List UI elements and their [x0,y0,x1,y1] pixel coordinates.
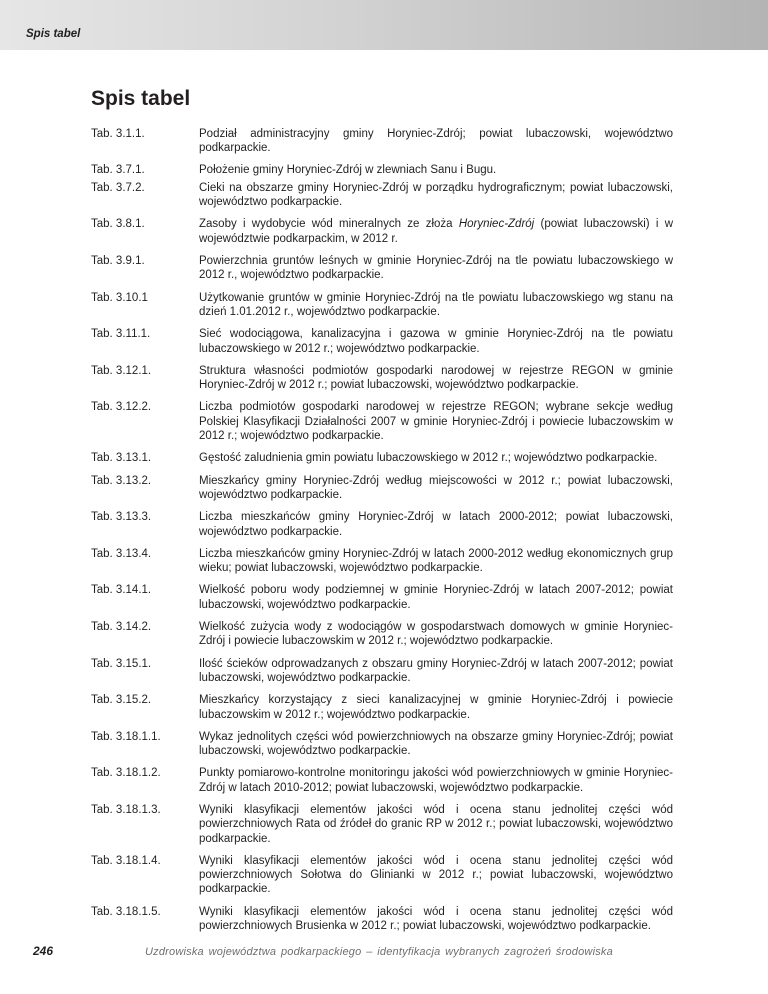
table-description: Cieki na obszarze gminy Horyniec-Zdrój w porządku hydrograficznym; powiat lubaczowski, województwo podkarpackie. [199,181,673,209]
toc-entry [91,583,673,612]
toc-entry [91,181,673,210]
deposit-name: Horyniec-Zdrój [458,218,535,231]
table-number: Tab. 3.18.1.4. [91,854,161,867]
page-title: Spis tabel [91,87,191,110]
toc-entry [91,803,673,846]
section-title: Spis tabel [26,28,81,40]
toc-entry [91,400,673,443]
toc-entry [91,217,673,246]
toc-entry [91,291,673,320]
table-description: Liczba mieszkańców gminy Horyniec-Zdrój w latach 2000-2012; powiat lubaczowski, województwo podkarpackie. [199,511,673,538]
description-text: (powiat lubaczowski) i w województwie podkarpackim, w 2012 r. [199,218,673,245]
toc-entry [91,620,673,649]
table-number: Tab. 3.8.1. [91,218,145,231]
toc-entry [91,905,673,934]
toc-entry [91,547,673,576]
table-description: Punkty pomiarowo-kontrolne monitoringu jakości wód powierzchniowych w gminie Horyniec-Zdrój w latach 2010-2012; powiat lubaczowski, województwo podkarpackie. [199,767,673,794]
table-number: Tab. 3.18.1.5. [91,905,161,918]
table-description: Wykaz jednolitych części wód powierzchniowych na obszarze gminy Horyniec-Zdrój; powiat lubaczowski, województwo podkarpackie. [199,730,673,758]
table-number: Tab. 3.14.2. [91,621,152,634]
toc-entry [91,474,673,503]
table-number: Tab. 3.13.1. [91,452,152,465]
table-description: Liczba mieszkańców gminy Horyniec-Zdrój w latach 2000-2012 według ekonomicznych grup wieku; powiat lubaczowski, województwo podkarpackie. [199,547,673,575]
header-bar [0,0,768,50]
table-description: Liczba podmiotów gospodarki narodowej w rejestrze REGON; wybrane sekcje według Polskiej Klasyfikacji Działalności 2007 w gminie Horyniec-Zdrój i powiecie lubaczowskim w 2012 r.; województwo podkarpackie. [199,401,673,443]
table-number: Tab. 3.15.1. [91,657,152,670]
table-description: Podział administracyjny gminy Horyniec-Zdrój; powiat lubaczowski, województwo podkarpackie. [199,128,673,155]
table-number: Tab. 3.18.1.1. [91,730,161,743]
table-number: Tab. 3.18.1.3. [91,803,161,816]
toc-entry [91,364,673,393]
table-number: Tab. 3.1.1. [91,128,145,140]
publication-title: Uzdrowiska województwa podkarpackiego – identyfikacja wybranych zagrożeń środowiska [145,946,613,958]
table-description: Wyniki klasyfikacji elementów jakości wód i ocena stanu jednolitej części wód powierzchniowych Sołotwa do Glinianki w 2012 r.; powiat lubaczowski, województwo podkarpackie. [199,854,673,896]
table-description: Struktura własności podmiotów gospodarki narodowej w rejestrze REGON w gminie Horyniec-Zdrój w 2012 r.; powiat lubaczowski, województwo podkarpackie. [199,364,673,392]
toc-entry [91,254,673,283]
table-description: Mieszkańcy korzystający z sieci kanalizacyjnej w gminie Horyniec-Zdrój i powiecie lubaczowskim w 2012 r.; województwo podkarpackie. [199,694,673,721]
toc-entry [91,854,673,897]
toc-entry [91,510,673,539]
table-number: Tab. 3.18.1.2. [91,767,161,780]
table-number: Tab. 3.11.1. [91,328,151,341]
toc-entry [91,327,673,356]
toc-entry [91,451,673,465]
table-number: Tab. 3.14.1. [91,584,152,597]
table-number: Tab. 3.13.2. [91,474,152,487]
table-description: Wyniki klasyfikacji elementów jakości wód i ocena stanu jednolitej części wód powierzchniowych Brusienka w 2012 r.; powiat lubaczowski, województwo podkarpackie. [199,905,673,933]
table-description: Gęstość zaludnienia gmin powiatu lubaczowskiego w 2012 r.; województwo podkarpackie. [199,452,658,465]
toc-entry [91,657,673,686]
table-number: Tab. 3.7.1. [91,163,145,176]
table-description: Wielkość zużycia wody z wodociągów w gospodarstwach domowych w gminie Horyniec-Zdrój i powiecie lubaczowskim w 2012 r.; województwo podkarpackie. [199,621,673,648]
table-number: Tab. 3.13.3. [91,511,152,524]
table-number: Tab. 3.13.4. [91,547,152,560]
table-number: Tab. 3.12.1. [91,364,152,377]
table-description: Wyniki klasyfikacji elementów jakości wód i ocena stanu jednolitej części wód powierzchniowych Rata od źródeł do granic RP w 2012 r.; powiat lubaczowski, województwo podkarpackie. [199,803,673,845]
table-description: Użytkowanie gruntów w gminie Horyniec-Zdrój na tle powiatu lubaczowskiego wg stanu na dzień 1.01.2012 r., województwo podkarpackie. [199,291,673,318]
table-of-contents [91,127,673,933]
toc-entry [91,163,673,177]
table-description [199,217,673,246]
toc-entry [91,127,673,156]
table-description: Wielkość poboru wody podziemnej w gminie Horyniec-Zdrój w latach 2007-2012; powiat lubaczowski, województwo podkarpackie. [199,584,673,611]
description-text: Zasoby i wydobycie wód mineralnych ze złoża [199,218,459,231]
toc-entry [91,693,673,722]
table-number: Tab. 3.10.1 [91,291,148,304]
table-number: Tab. 3.12.2. [91,401,152,414]
table-description: Sieć wodociągowa, kanalizacyjna i gazowa w gminie Horyniec-Zdrój na tle powiatu lubaczowskiego w 2012 r.; województwo podkarpackie. [199,328,673,355]
table-number: Tab. 3.9.1. [91,255,145,268]
table-description: Położenie gminy Horyniec-Zdrój w zlewniach Sanu i Bugu. [199,163,497,176]
table-description: Ilość ścieków odprowadzanych z obszaru gminy Horyniec-Zdrój w latach 2007-2012; powiat lubaczowski, województwo podkarpackie. [199,657,673,684]
toc-entry [91,766,673,795]
table-number: Tab. 3.15.2. [91,694,152,707]
toc-entry [91,730,673,759]
table-description: Powierzchnia gruntów leśnych w gminie Horyniec-Zdrój na tle powiatu lubaczowskiego w 2012 r., województwo podkarpackie. [199,255,673,282]
table-number: Tab. 3.7.2. [91,181,145,194]
page-number: 246 [33,944,54,958]
table-description: Mieszkańcy gminy Horyniec-Zdrój według miejscowości w 2012 r.; powiat lubaczowski, województwo podkarpackie. [199,474,673,501]
